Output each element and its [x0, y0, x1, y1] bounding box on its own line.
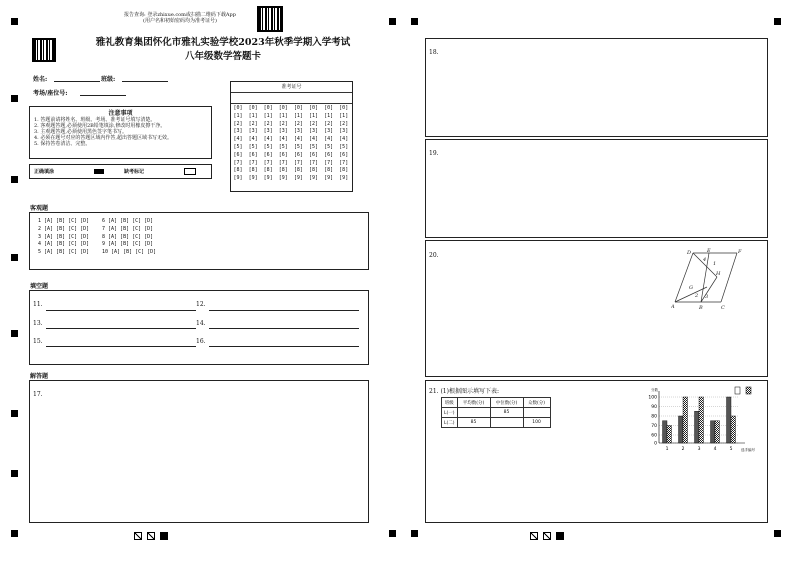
choice-row[interactable]: 9 [A] [B] [C] [D] — [102, 241, 154, 248]
timing-mark — [774, 530, 781, 537]
exam-id-bubble[interactable]: [4] — [308, 136, 319, 143]
point-F: F — [738, 249, 742, 255]
stats-cell[interactable] — [523, 408, 550, 418]
stats-header: 众数(分) — [523, 398, 550, 408]
q18-label: 18. — [429, 49, 439, 56]
angle-2: 2 — [695, 293, 699, 299]
exam-id-bubble[interactable]: [3] — [293, 128, 303, 135]
stats-table — [441, 397, 551, 428]
title-line2: 八年级数学答题卡 — [184, 51, 261, 62]
exam-id-bubble[interactable]: [1] — [278, 112, 288, 119]
exam-id-bubble[interactable]: [8] — [248, 167, 258, 174]
q14-label: 14. — [196, 320, 206, 327]
angle-3: 3 — [705, 294, 709, 300]
exam-id-bubble[interactable]: [9] — [324, 175, 334, 182]
bar — [683, 397, 688, 443]
stats-cell[interactable] — [490, 418, 523, 428]
exam-id-bubble[interactable]: [8] — [263, 167, 273, 174]
exam-id-bubble[interactable]: [3] — [308, 128, 319, 135]
page-marker-solid — [556, 532, 564, 540]
exam-id-bubble[interactable]: [3] — [339, 128, 349, 135]
objective-left-column[interactable] — [38, 218, 89, 257]
objective-box — [29, 212, 369, 270]
exam-id-bubble[interactable]: [7] — [233, 159, 243, 166]
bar — [679, 416, 684, 443]
y-tick-label: 70 — [651, 424, 657, 429]
q17-answer-area[interactable] — [29, 380, 369, 523]
notice-item: 3. 主观题答题,必须使用黑色签字笔书写。 — [34, 129, 127, 135]
exam-id-bubble[interactable]: [5] — [293, 143, 303, 150]
room-field[interactable] — [80, 95, 126, 96]
page-marker-slash — [530, 532, 538, 540]
timing-mark — [11, 95, 18, 102]
exam-id-bubble[interactable]: [6] — [324, 151, 334, 158]
exam-id-bubble[interactable]: [5] — [278, 143, 288, 150]
exam-id-column[interactable] — [247, 105, 259, 183]
exam-id-bubble[interactable]: [4] — [293, 136, 303, 143]
exam-id-bubble[interactable]: [1] — [233, 112, 243, 119]
point-B: B — [699, 305, 703, 311]
fill-in-section-title: 填空题 — [30, 283, 49, 290]
bar — [731, 416, 736, 443]
notice-item: 1. 答题前请将姓名、班级、考场、准考证号填写清楚。 — [34, 117, 156, 123]
absent-checkbox[interactable] — [184, 168, 196, 175]
exam-id-bubble[interactable]: [1] — [308, 112, 319, 119]
x-tick-label: 3 — [697, 447, 701, 452]
exam-id-bubble[interactable]: [2] — [263, 120, 273, 127]
choice-row[interactable]: 7 [A] [B] [C] [D] — [102, 225, 154, 232]
exam-id-bubble[interactable]: [8] — [324, 167, 334, 174]
q20-label: 20. — [429, 252, 439, 259]
exam-id-column[interactable] — [262, 105, 274, 183]
point-E: E — [707, 248, 711, 254]
page-marker-slash — [134, 532, 142, 540]
q12-answer-line[interactable] — [209, 310, 359, 311]
q18-answer-area[interactable] — [425, 38, 768, 137]
exam-id-bubble[interactable]: [8] — [308, 167, 319, 174]
choice-row[interactable]: 2 [A] [B] [C] [D] — [38, 225, 90, 232]
q15-answer-line[interactable] — [46, 346, 196, 347]
bar — [715, 421, 720, 443]
stats-cell: L(二) — [442, 418, 458, 428]
exam-id-bubble[interactable]: [8] — [233, 167, 243, 174]
name-field[interactable] — [54, 81, 100, 82]
exam-id-box — [230, 81, 353, 192]
bar — [667, 426, 672, 444]
q19-answer-area[interactable] — [425, 139, 768, 238]
stats-header: 平均数(分) — [457, 398, 490, 408]
q15-label: 15. — [33, 338, 43, 345]
exam-id-bubble[interactable]: [8] — [278, 167, 288, 174]
choice-row[interactable]: 5 [A] [B] [C] [D] — [38, 249, 90, 256]
bar — [711, 421, 716, 443]
exam-id-bubble[interactable]: [6] — [339, 151, 349, 158]
page-title — [58, 36, 388, 64]
exam-id-bubble[interactable]: [5] — [339, 143, 349, 150]
exam-id-bubble[interactable]: [4] — [339, 136, 349, 143]
exam-id-bubble[interactable]: [2] — [233, 120, 243, 127]
exam-id-bubble[interactable]: [7] — [248, 159, 258, 166]
absent-label: 缺考标记 — [124, 169, 145, 175]
notice-item: 2. 客观题答题,必须使用2B铅笔填涂,修改时用橡皮擦干净。 — [34, 123, 166, 129]
correct-fill-label: 正确填涂 — [34, 169, 55, 175]
notice-item: 4. 必须在题号对应的答题区域内作答,超出答题区域书写无效。 — [34, 135, 172, 141]
stats-cell: 85 — [490, 408, 523, 418]
timing-mark — [774, 18, 781, 25]
choice-row[interactable]: 10 [A] [B] [C] [D] — [102, 249, 157, 256]
exam-id-bubble[interactable]: [4] — [248, 136, 258, 143]
objective-section-title: 客观题 — [30, 205, 49, 212]
notice-item: 5. 保持答卷清洁、完整。 — [34, 141, 91, 147]
x-tick-label: 1 — [665, 447, 669, 452]
q17-label: 17. — [33, 391, 43, 398]
point-A: A — [671, 304, 675, 310]
timing-mark — [11, 470, 18, 477]
choice-row[interactable]: 1 [A] [B] [C] [D] — [38, 218, 90, 224]
geometry-figure — [671, 247, 751, 311]
y-tick-label: 90 — [651, 405, 657, 410]
fill-example-box — [29, 164, 212, 179]
x-tick-label: 2 — [681, 447, 685, 452]
exam-id-bubble[interactable]: [9] — [263, 175, 273, 182]
y-tick-label: 60 — [651, 433, 657, 439]
page-marker-slash — [543, 532, 551, 540]
exam-id-bubble[interactable]: [1] — [293, 112, 303, 119]
y-axis-label: 分数 — [651, 388, 658, 392]
exam-id-bubble[interactable]: [0] — [293, 105, 303, 111]
notice-box — [29, 106, 212, 159]
title-line1: 雅礼教育集团怀化市雅礼实验学校2023年秋季学期入学考试 — [95, 37, 351, 48]
exam-id-bubble[interactable]: [3] — [278, 128, 288, 135]
stats-table-row — [442, 418, 551, 428]
report-note-line1: 报告查询: 登录zhixue.com或扫描二维码下载App — [124, 12, 236, 18]
fill-in-box — [29, 290, 369, 365]
exam-id-bubble[interactable]: [9] — [293, 175, 303, 182]
exam-id-bubble[interactable]: [5] — [324, 143, 334, 150]
exam-id-bubble[interactable]: [6] — [308, 151, 319, 158]
exam-id-bubble[interactable]: [0] — [233, 105, 243, 111]
q13-label: 13. — [33, 320, 43, 327]
notice-title: 注意事项 — [108, 110, 133, 117]
q20-answer-area[interactable] — [425, 240, 768, 377]
exam-id-bubble[interactable]: [3] — [248, 128, 258, 135]
page-marker-solid — [160, 532, 168, 540]
exam-id-title: 准考证号 — [231, 84, 352, 93]
exam-id-bubble[interactable]: [1] — [324, 112, 334, 119]
stats-cell[interactable] — [457, 408, 490, 418]
exam-id-column[interactable] — [308, 105, 320, 183]
objective-right-column[interactable] — [102, 218, 156, 257]
exam-id-column[interactable] — [338, 105, 350, 183]
timing-mark — [11, 530, 18, 537]
exam-id-bubble[interactable]: [7] — [339, 159, 349, 166]
exam-id-bubble[interactable]: [4] — [263, 136, 273, 143]
exam-id-bubble[interactable]: [5] — [248, 143, 258, 150]
exam-id-bubble[interactable]: [0] — [324, 105, 334, 111]
exam-id-bubble[interactable]: [4] — [233, 136, 243, 143]
stats-cell: 85 — [457, 418, 490, 428]
timing-mark — [389, 18, 396, 25]
angle-1: 1 — [713, 261, 717, 267]
exam-id-bubble[interactable]: [2] — [339, 120, 349, 127]
score-bar-chart — [639, 385, 765, 459]
q21-answer-area[interactable] — [425, 380, 768, 523]
exam-id-bubble[interactable]: [0] — [263, 105, 273, 111]
q11-label: 11. — [33, 301, 43, 308]
legend-swatch — [746, 387, 751, 394]
timing-mark — [411, 18, 418, 25]
legend-swatch — [735, 387, 740, 394]
exam-id-bubble[interactable]: [8] — [339, 167, 349, 174]
report-note — [110, 12, 250, 24]
exam-id-bubble[interactable]: [9] — [339, 175, 349, 182]
exam-id-bubble[interactable]: [2] — [278, 120, 288, 127]
exam-id-bubble[interactable]: [2] — [293, 120, 303, 127]
exam-id-bubble[interactable]: [6] — [278, 151, 288, 158]
point-D: D — [687, 250, 692, 256]
stats-cell: L(一) — [442, 408, 458, 418]
timing-mark — [11, 330, 18, 337]
correct-fill-sample — [94, 169, 104, 174]
exam-id-bubble[interactable]: [4] — [278, 136, 288, 143]
exam-id-bubble[interactable]: [2] — [248, 120, 258, 127]
q16-label: 16. — [196, 338, 206, 345]
answer-section-title: 解答题 — [30, 373, 49, 380]
choice-row[interactable]: 4 [A] [B] [C] [D] — [38, 241, 90, 248]
timing-mark — [11, 176, 18, 183]
exam-id-column[interactable] — [277, 105, 289, 183]
class-field[interactable] — [122, 81, 168, 82]
exam-id-bubble[interactable]: [9] — [248, 175, 258, 182]
report-note-line2: (用户名和初始密码均为准考证号) — [143, 18, 217, 24]
q14-answer-line[interactable] — [209, 328, 359, 329]
exam-id-bubble[interactable]: [3] — [324, 128, 334, 135]
timing-mark — [11, 254, 18, 261]
x-axis-label: 选手编号 — [741, 448, 755, 452]
exam-id-bubble[interactable]: [9] — [308, 175, 319, 182]
class-label: 班级: — [101, 76, 116, 83]
bar — [727, 397, 732, 443]
exam-id-bubble[interactable]: [6] — [293, 151, 303, 158]
exam-id-column[interactable] — [323, 105, 335, 183]
bar — [699, 397, 704, 443]
exam-id-bubble-grid[interactable] — [232, 105, 353, 191]
stats-header: 班级 — [442, 398, 458, 408]
exam-id-column[interactable] — [232, 105, 244, 183]
exam-id-bubble[interactable]: [7] — [324, 159, 334, 166]
exam-id-bubble[interactable]: [0] — [339, 105, 349, 111]
exam-id-bubble[interactable]: [0] — [278, 105, 288, 111]
stats-table-header — [442, 398, 551, 408]
y-tick-label: 100 — [648, 395, 657, 401]
timing-mark — [11, 410, 18, 417]
exam-id-bubble[interactable]: [5] — [308, 143, 319, 150]
exam-id-write-row[interactable] — [231, 93, 352, 104]
q21-label: 21. (1)根据图示填写下表: — [429, 388, 499, 395]
exam-id-bubble[interactable]: [3] — [233, 128, 243, 135]
exam-id-bubble[interactable]: [5] — [263, 143, 273, 150]
app-qr-code — [257, 6, 283, 32]
angle-4: 4 — [703, 257, 707, 263]
exam-id-bubble[interactable]: [2] — [324, 120, 334, 127]
bar — [695, 411, 700, 443]
exam-id-bubble[interactable]: [9] — [278, 175, 288, 182]
exam-id-bubble[interactable]: [6] — [233, 151, 243, 158]
timing-mark — [389, 530, 396, 537]
point-G: G — [689, 285, 693, 291]
choice-row[interactable]: 8 [A] [B] [C] [D] — [102, 233, 154, 240]
stats-cell: 100 — [523, 418, 550, 428]
page-marker-slash — [147, 532, 155, 540]
q13-answer-line[interactable] — [46, 328, 196, 329]
choice-row[interactable]: 6 [A] [B] [C] [D] — [102, 218, 154, 224]
exam-id-bubble[interactable]: [4] — [324, 136, 334, 143]
y-tick-label: 80 — [651, 414, 657, 420]
exam-id-bubble[interactable]: [0] — [308, 105, 319, 111]
exam-id-bubble[interactable]: [1] — [263, 112, 273, 119]
room-label: 考场/座位号: — [33, 90, 68, 97]
x-tick-label: 5 — [729, 447, 733, 452]
exam-id-bubble[interactable]: [0] — [248, 105, 258, 111]
exam-id-bubble[interactable]: [5] — [233, 143, 243, 150]
exam-id-bubble[interactable]: [7] — [263, 159, 273, 166]
exam-id-bubble[interactable]: [7] — [278, 159, 288, 166]
exam-id-bubble[interactable]: [6] — [248, 151, 258, 158]
x-tick-label: 4 — [713, 447, 717, 452]
timing-mark — [411, 530, 418, 537]
exam-id-bubble[interactable]: [7] — [293, 159, 303, 166]
name-label: 姓名: — [33, 76, 48, 83]
q12-label: 12. — [196, 301, 206, 308]
timing-mark — [11, 18, 18, 25]
exam-id-bubble[interactable]: [6] — [263, 151, 273, 158]
y-tick-label: 0 — [654, 441, 657, 447]
exam-id-bubble[interactable]: [9] — [233, 175, 243, 182]
point-C: C — [721, 305, 725, 311]
exam-id-bubble[interactable]: [1] — [248, 112, 258, 119]
exam-id-bubble[interactable]: [8] — [293, 167, 303, 174]
choice-row[interactable]: 3 [A] [B] [C] [D] — [38, 233, 90, 240]
student-qr-code — [32, 38, 56, 62]
bar — [663, 421, 668, 443]
exam-id-bubble[interactable]: [3] — [263, 128, 273, 135]
exam-id-column[interactable] — [292, 105, 304, 183]
stats-table-row — [442, 408, 551, 418]
exam-id-bubble[interactable]: [1] — [339, 112, 349, 119]
point-H: H — [716, 271, 721, 277]
exam-id-bubble[interactable]: [7] — [308, 159, 319, 166]
q19-label: 19. — [429, 150, 439, 157]
stats-header: 中位数(分) — [490, 398, 523, 408]
q16-answer-line[interactable] — [209, 346, 359, 347]
exam-id-bubble[interactable]: [2] — [308, 120, 319, 127]
q11-answer-line[interactable] — [46, 310, 196, 311]
